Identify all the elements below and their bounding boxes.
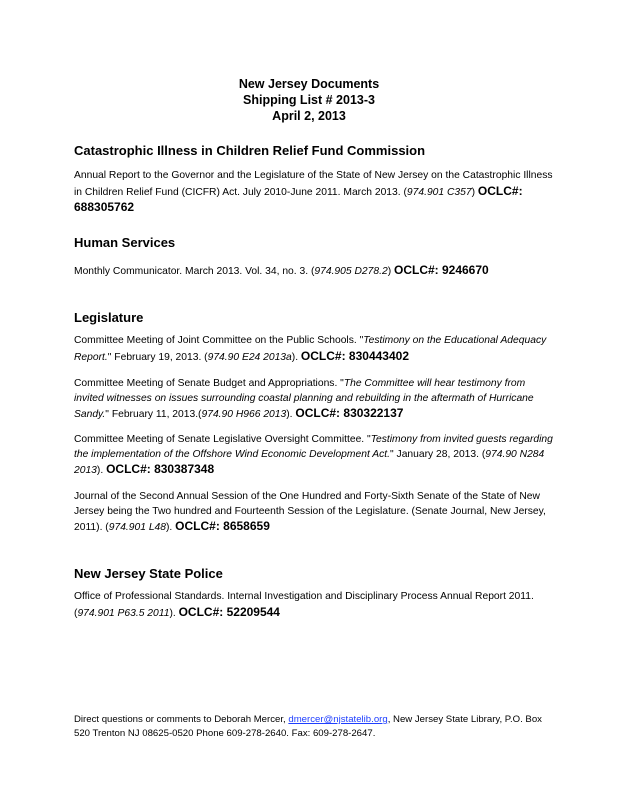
footer-text: Direct questions or comments to Deborah Mercer, <box>74 714 289 725</box>
entry-text: ). <box>96 465 107 476</box>
entry-joint-committee-public-schools <box>74 334 554 365</box>
oclc-label: OCLC#: <box>300 348 349 363</box>
section-title-catastrophic-illness: Catastrophic Illness in Children Relief Fund Commission <box>74 143 426 158</box>
oclc-label: OCLC#: <box>178 604 227 619</box>
entry-text: " January 28, 2013. ( <box>390 448 486 460</box>
entry-text: ) <box>471 186 478 198</box>
section-title-human-services: Human Services <box>74 235 176 250</box>
entry-text: Journal of the Second Annual Session of the One Hundred and Forty-Sixth Senate of the State of New Jersey being the Two hundred and Fourteenth Session of the Legislature. (Senate Journal, New Jersey, 2011). ( <box>74 491 546 533</box>
header-date: April 2, 2013 <box>272 109 346 123</box>
entry-senate-budget-appropriations <box>74 377 554 423</box>
oclc-label: OCLC#: <box>295 406 344 420</box>
call-number: 974.90 N284 2013 <box>74 448 545 476</box>
entry-text: Committee Meeting of Senate Legislative Oversight Committee. " <box>74 434 371 445</box>
oclc-label: OCLC#: <box>393 263 442 277</box>
oclc-number: 830443402 <box>348 348 409 363</box>
oclc-label: OCLC#: <box>106 462 155 476</box>
call-number: 974.901 P63.5 2011 <box>77 607 170 619</box>
oclc-number: 52209544 <box>226 604 280 619</box>
document-header <box>0 76 618 124</box>
entry-senate-legislative-oversight <box>74 433 554 479</box>
testimony-title: Testimony on the Educational Adequacy Report. <box>74 335 547 363</box>
call-number: 974.90 H966 2013 <box>201 409 287 420</box>
email-link[interactable]: dmercer@njstatelib.org <box>288 714 388 725</box>
entry-text: Monthly Communicator. March 2013. Vol. 34, no. 3. ( <box>74 266 315 277</box>
oclc-number: 830387348 <box>154 462 215 476</box>
entry-cicfr-annual-report <box>74 169 554 217</box>
entry-text: ). <box>286 409 296 420</box>
entry-senate-journal <box>74 490 554 536</box>
footer-text: , New Jersey State Library, P.O. Box 520 Trenton NJ 08625-0520 Phone 609-278-2640. Fax: 609-278-2647. <box>74 714 542 739</box>
oclc-number: 9246670 <box>441 263 489 277</box>
oclc-number: 830322137 <box>343 406 404 420</box>
oclc-label: OCLC#: <box>175 519 224 533</box>
section-title-legislature: Legislature <box>74 310 144 325</box>
call-number: 974.901 C357 <box>406 186 472 198</box>
header-title: New Jersey Documents <box>238 77 380 91</box>
entry-text: ). <box>291 351 301 363</box>
entry-text: ) <box>387 266 394 277</box>
contact-footer <box>74 713 554 741</box>
entry-text: Committee Meeting of Senate Budget and Appropriations. " <box>74 378 344 389</box>
entry-text: ). <box>169 607 179 619</box>
oclc-number: 688305762 <box>74 200 135 214</box>
entry-text: Office of Professional Standards. Internal Investigation and Disciplinary Process Annual Report 2011. ( <box>74 591 534 619</box>
oclc-number: 8658659 <box>223 519 270 533</box>
call-number: 974.905 D278.2 <box>314 266 388 277</box>
entry-text: ). <box>166 522 176 533</box>
section-title-state-police: New Jersey State Police <box>74 566 223 581</box>
entry-monthly-communicator <box>74 263 554 280</box>
testimony-title: The Committee will hear testimony from invited witnesses on issues surrounding coastal planning and rebuilding in the aftermath of Hurricane Sandy. <box>74 378 534 420</box>
entry-text: Committee Meeting of Joint Committee on the Public Schools. " <box>74 335 364 346</box>
call-number: 974.90 E24 2013a <box>207 351 292 363</box>
entry-text: Annual Report to the Governor and the Legislature of the State of New Jersey on the Catastrophic Illness in Children Relief Fund (CICFR) Act. July 2010-June 2011. March 2013. ( <box>74 170 553 198</box>
entry-text: " February 11, 2013.( <box>105 409 202 420</box>
oclc-label: OCLC#: <box>477 183 523 198</box>
header-shipping-list: Shipping List # 2013-3 <box>243 93 375 107</box>
testimony-title: Testimony from invited guests regarding the implementation of the Offshore Wind Economic Development Act. <box>74 434 553 460</box>
entry-professional-standards-report <box>74 590 554 621</box>
entry-text: " February 19, 2013. ( <box>107 351 208 363</box>
call-number: 974.901 L48 <box>108 522 166 533</box>
